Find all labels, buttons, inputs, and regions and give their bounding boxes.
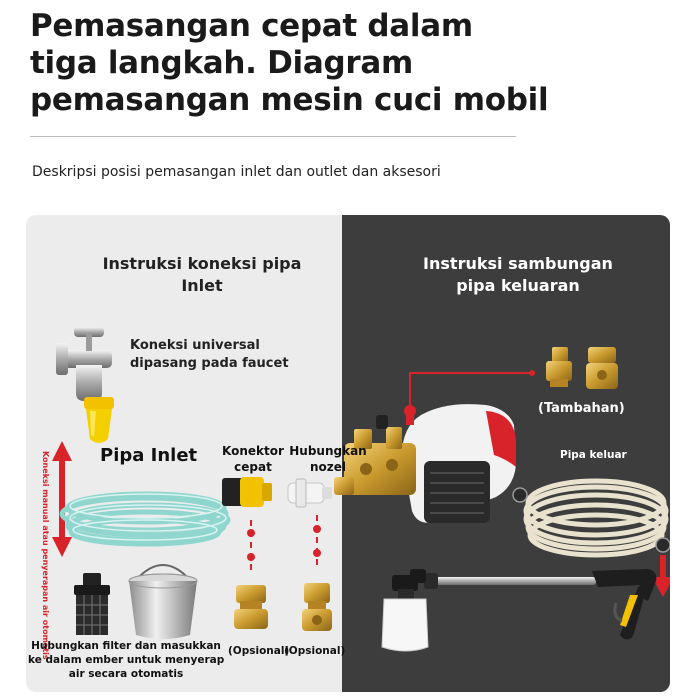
filter-label-line-1: Hubungkan filter dan masukkan [31,640,221,652]
optional-label-2: (Opsional) [284,645,346,657]
quick-connector-label-line-2: cepat [234,460,272,474]
spray-gun-icon [592,569,656,639]
nozzle-label-line-1: Hubungkan [289,444,367,458]
outlet-instruction-title [408,253,628,297]
outlet-pipe-end-fitting-1 [513,488,527,502]
optional-brass-connector-2-icon [302,583,332,631]
faucet-icon [56,327,112,401]
vertical-note-line-2: penyerapan air otomatis [41,548,50,660]
headline-line-1: Pemasangan cepat dalam [30,8,473,44]
outlet-pipe-icon [526,481,666,555]
vertical-note-line-1: Koneksi manual atau [41,451,50,546]
pressure-washer-machine-icon [402,404,516,523]
spray-lance-icon [410,569,596,589]
outlet-title-line-1: Instruksi sambungan [423,254,613,273]
nozzle-icon [288,479,332,507]
headline-line-3: pemasangan mesin cuci mobil [30,82,549,118]
inlet-instruction-title [92,253,312,297]
quick-connector-label [220,443,286,475]
subtitle: Deskripsi posisi pemasangan inlet dan outlet dan aksesori [32,164,441,180]
additional-label: (Tambahan) [538,401,625,416]
faucet-label-line-2: dipasang pada faucet [130,356,289,371]
installation-diagram [26,215,670,692]
quick-connector-label-line-1: Konektor [222,444,284,458]
vertical-note [26,451,50,660]
vertical-double-arrow-icon [52,441,72,557]
filter-label-line-3: air secara otomatis [68,668,184,680]
outlet-guide-line [410,373,532,405]
inlet-title-line-1: Instruksi koneksi pipa [102,254,302,273]
connector-pointer-2 [313,515,321,565]
faucet-label-line-1: Koneksi universal [130,338,260,353]
foam-bottle-icon [382,575,428,651]
faucet-label [130,337,289,373]
guide-line-end-dot [529,370,535,376]
optional-brass-connector-1-icon [234,585,268,629]
divider [30,136,516,137]
filter-label [28,639,224,681]
filter-icon [74,573,110,635]
quick-connector-icon [222,477,272,507]
outlet-pipe-label: Pipa keluar [560,449,627,461]
connector-pointer-1 [247,520,255,570]
nozzle-label [288,443,368,475]
bucket-icon [129,565,197,639]
outlet-pipe-end-fitting-2 [656,538,670,552]
inlet-title-line-2: Inlet [181,276,223,295]
filter-label-line-2: ke dalam ember untuk menyerap [28,654,225,666]
headline-line-2: tiga langkah. Diagram [30,45,414,81]
additional-fitting-1-icon [546,347,572,387]
nozzle-label-line-2: nozel [309,460,347,474]
headline [30,8,550,119]
inlet-pipe-label: Pipa Inlet [100,445,198,466]
faucet-adapter-icon [84,397,114,443]
outlet-title-line-2: pipa keluaran [456,276,580,295]
optional-label-1: (Opsional) [228,645,290,657]
additional-fitting-2-icon [586,347,618,389]
